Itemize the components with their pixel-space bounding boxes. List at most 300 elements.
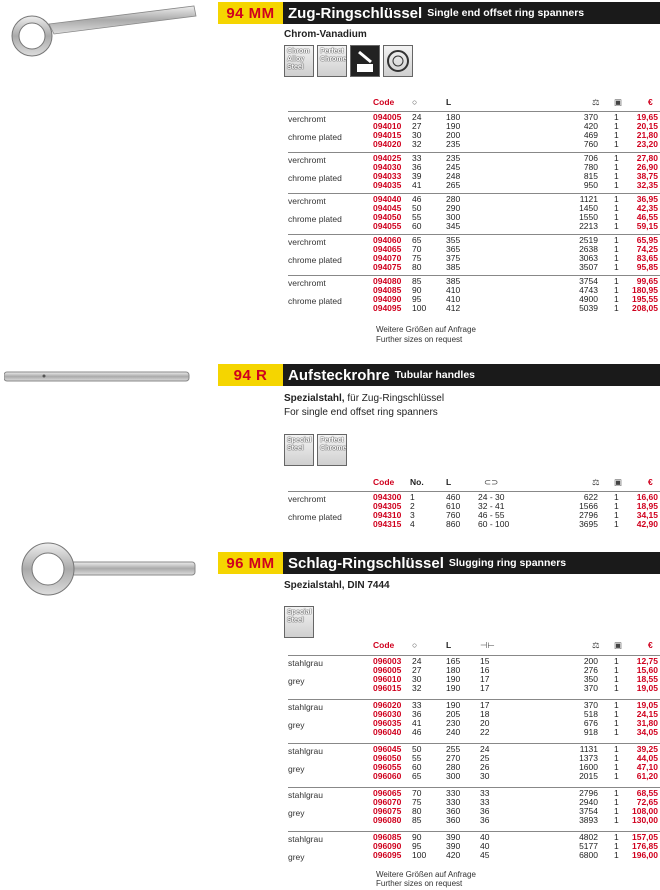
finish-label-de: verchromt <box>288 237 326 247</box>
cell-size: 55 <box>412 212 422 222</box>
cell-head-width: 20 <box>480 718 490 728</box>
cell-length: 290 <box>446 203 461 213</box>
cell-qty: 1 <box>614 709 619 719</box>
cell-weight: 2796 <box>579 510 598 520</box>
cell-qty: 1 <box>614 121 619 131</box>
col-price: € <box>648 640 653 650</box>
cell-head-width: 25 <box>480 753 490 763</box>
finish-label-en: grey <box>288 720 305 730</box>
table-94mm <box>288 97 660 312</box>
cell-weight: 918 <box>583 727 598 737</box>
finish-label-de: verchromt <box>288 155 326 165</box>
table-row <box>288 204 660 213</box>
cell-size: 75 <box>412 253 422 263</box>
cell-head-width: 24 <box>480 744 490 754</box>
cell-code: 096020 <box>373 700 402 710</box>
cell-size: 32 <box>412 139 422 149</box>
finish-label-en: chrome plated <box>288 173 342 183</box>
cell-length: 385 <box>446 276 461 286</box>
cell-qty: 1 <box>614 501 619 511</box>
note-de: Weitere Größen auf Anfrage <box>376 325 476 334</box>
cell-price: 47,10 <box>636 762 658 772</box>
offset-ring-spanner-image <box>4 2 204 62</box>
table-row <box>288 181 660 190</box>
cell-qty: 1 <box>614 162 619 172</box>
cell-weight: 276 <box>583 665 598 675</box>
perfect-chrome-badge: Perfect Chrome <box>317 434 347 466</box>
note-en: Further sizes on request <box>376 879 463 888</box>
cell-code: 094020 <box>373 139 402 149</box>
cell-code: 094015 <box>373 130 402 140</box>
finish-label-de: stahlgrau <box>288 746 323 756</box>
table-row <box>288 277 660 286</box>
special-steel-badge: Special Steel <box>284 606 314 638</box>
cell-code: 094070 <box>373 253 402 263</box>
cell-weight: 780 <box>583 162 598 172</box>
table-group <box>288 831 660 870</box>
cell-size: 55 <box>412 753 422 763</box>
cell-length: 360 <box>446 806 461 816</box>
note-de: Weitere Größen auf Anfrage <box>376 870 476 879</box>
cell-weight: 420 <box>583 121 598 131</box>
table-row <box>288 851 660 860</box>
col-length: L <box>446 97 452 107</box>
cell-qty: 1 <box>614 235 619 245</box>
cell-size: 95 <box>412 294 422 304</box>
cell-size: 80 <box>412 806 422 816</box>
cell-qty: 1 <box>614 244 619 254</box>
cell-head-width: 33 <box>480 788 490 798</box>
cell-price: 16,60 <box>636 492 658 502</box>
cell-weight: 1566 <box>579 501 598 511</box>
cell-code: 096095 <box>373 850 402 860</box>
col-code: Code <box>373 97 395 107</box>
col-length: L <box>446 640 452 650</box>
table-row <box>288 520 660 529</box>
cell-size: 41 <box>412 718 422 728</box>
cell-price: 34,05 <box>636 727 658 737</box>
table-row <box>288 745 660 754</box>
cell-qty: 1 <box>614 130 619 140</box>
cell-length: 230 <box>446 718 461 728</box>
cell-length: 390 <box>446 832 461 842</box>
cell-price: 68,55 <box>636 788 658 798</box>
cell-price: 21,80 <box>636 130 658 140</box>
cell-weight: 622 <box>583 492 598 502</box>
cell-length: 200 <box>446 130 461 140</box>
cell-code: 096030 <box>373 709 402 719</box>
cell-weight: 950 <box>583 180 598 190</box>
cell-price: 195,55 <box>632 294 658 304</box>
cell-length: 390 <box>446 841 461 851</box>
table-header <box>288 477 660 487</box>
table-row <box>288 172 660 181</box>
title-de: Aufsteckrohre <box>288 366 390 384</box>
cell-code: 096060 <box>373 771 402 781</box>
cell-code: 094080 <box>373 276 402 286</box>
cell-qty: 1 <box>614 212 619 222</box>
cell-length: 760 <box>446 510 461 520</box>
table-row <box>288 286 660 295</box>
table-row <box>288 295 660 304</box>
cell-qty: 1 <box>614 815 619 825</box>
cell-price: 46,55 <box>636 212 658 222</box>
cell-code: 094025 <box>373 153 402 163</box>
subtitle-b: For single end offset ring spanners <box>284 407 438 418</box>
cell-code: 096090 <box>373 841 402 851</box>
finish-label-de: stahlgrau <box>288 790 323 800</box>
cell-head-width: 33 <box>480 797 490 807</box>
offset-icon <box>350 45 380 77</box>
cell-size: 46 <box>412 727 422 737</box>
cell-size: 85 <box>412 815 422 825</box>
finish-label-en: chrome plated <box>288 296 342 306</box>
cell-head-width: 45 <box>480 850 490 860</box>
cell-length: 375 <box>446 253 461 263</box>
cell-length: 385 <box>446 262 461 272</box>
cell-code: 096010 <box>373 674 402 684</box>
cell-weight: 370 <box>583 700 598 710</box>
cell-code: 094045 <box>373 203 402 213</box>
cell-price: 19,05 <box>636 700 658 710</box>
finish-label-de: stahlgrau <box>288 658 323 668</box>
cell-qty: 1 <box>614 753 619 763</box>
cell-size: 95 <box>412 841 422 851</box>
package-icon: ▣ <box>614 477 623 487</box>
cell-size: 70 <box>412 244 422 254</box>
cell-code: 094310 <box>373 510 402 520</box>
cell-head-width: 30 <box>480 771 490 781</box>
cell-weight: 1550 <box>579 212 598 222</box>
cell-size: 27 <box>412 665 422 675</box>
cell-size: 90 <box>412 832 422 842</box>
cell-qty: 1 <box>614 771 619 781</box>
badges <box>284 45 416 77</box>
cell-code: 096040 <box>373 727 402 737</box>
cell-no: 3 <box>410 510 415 520</box>
subtitle: Chrom-Vanadium <box>284 29 367 40</box>
cell-qty: 1 <box>614 492 619 502</box>
cell-size: 24 <box>412 112 422 122</box>
table-group <box>288 111 660 148</box>
cell-price: 59,15 <box>636 221 658 231</box>
cell-price: 26,90 <box>636 162 658 172</box>
cell-range: 60 - 100 <box>478 519 510 529</box>
cell-price: 31,80 <box>636 718 658 728</box>
cell-size: 85 <box>412 276 422 286</box>
cell-size: 100 <box>412 850 427 860</box>
cell-price: 12,75 <box>636 656 658 666</box>
tubular-handle-image <box>4 370 194 389</box>
cell-length: 190 <box>446 121 461 131</box>
cell-qty: 1 <box>614 841 619 851</box>
table-row <box>288 807 660 816</box>
cell-head-width: 16 <box>480 665 490 675</box>
cell-length: 165 <box>446 656 461 666</box>
cell-price: 83,65 <box>636 253 658 263</box>
cell-qty: 1 <box>614 700 619 710</box>
cell-weight: 518 <box>583 709 598 719</box>
cell-weight: 5177 <box>579 841 598 851</box>
finish-label-en: chrome plated <box>288 255 342 265</box>
table-row <box>288 304 660 313</box>
table-row <box>288 816 660 825</box>
cell-weight: 4743 <box>579 285 598 295</box>
table-row <box>288 763 660 772</box>
package-icon: ▣ <box>614 640 623 650</box>
cell-size: 70 <box>412 788 422 798</box>
cell-code: 094050 <box>373 212 402 222</box>
cell-qty: 1 <box>614 253 619 263</box>
table-group <box>288 193 660 230</box>
product-code: 96 MM <box>218 552 283 574</box>
cell-head-width: 17 <box>480 674 490 684</box>
cell-price: 27,80 <box>636 153 658 163</box>
cell-length: 248 <box>446 171 461 181</box>
cell-qty: 1 <box>614 153 619 163</box>
cell-length: 345 <box>446 221 461 231</box>
finish-label-de: stahlgrau <box>288 702 323 712</box>
finish-label-de: verchromt <box>288 196 326 206</box>
cell-length: 412 <box>446 303 461 313</box>
table-group <box>288 699 660 738</box>
table-row <box>288 657 660 666</box>
col-price: € <box>648 97 653 107</box>
cell-length: 190 <box>446 674 461 684</box>
cell-weight: 3695 <box>579 519 598 529</box>
cell-weight: 1131 <box>579 744 598 754</box>
cell-range: 46 - 55 <box>478 510 505 520</box>
cell-size: 41 <box>412 180 422 190</box>
cell-size: 65 <box>412 771 422 781</box>
col-length: L <box>446 477 452 487</box>
cell-qty: 1 <box>614 674 619 684</box>
cell-qty: 1 <box>614 221 619 231</box>
cell-size: 30 <box>412 674 422 684</box>
cell-length: 460 <box>446 492 461 502</box>
cell-head-width: 40 <box>480 832 490 842</box>
cell-price: 44,05 <box>636 753 658 763</box>
table-group <box>288 743 660 782</box>
cell-price: 42,35 <box>636 203 658 213</box>
finish-label-de: verchromt <box>288 114 326 124</box>
cell-code: 094075 <box>373 262 402 272</box>
cell-head-width: 36 <box>480 815 490 825</box>
cell-qty: 1 <box>614 294 619 304</box>
title-de: Schlag-Ringschlüssel <box>288 554 444 572</box>
table-header <box>288 97 660 107</box>
cell-qty: 1 <box>614 832 619 842</box>
cell-weight: 1450 <box>579 203 598 213</box>
cell-length: 300 <box>446 771 461 781</box>
cell-length: 280 <box>446 194 461 204</box>
title-en: Single end offset ring spanners <box>427 7 585 19</box>
ring-profile-icon <box>383 45 413 77</box>
cell-weight: 3893 <box>579 815 598 825</box>
section-header-94r <box>218 364 660 386</box>
table-row <box>288 833 660 842</box>
cell-length: 610 <box>446 501 461 511</box>
cell-price: 72,65 <box>636 797 658 807</box>
cell-size: 75 <box>412 797 422 807</box>
cell-price: 34,15 <box>636 510 658 520</box>
cell-head-width: 17 <box>480 700 490 710</box>
cell-length: 245 <box>446 162 461 172</box>
cell-size: 39 <box>412 171 422 181</box>
cell-qty: 1 <box>614 656 619 666</box>
cell-price: 176,85 <box>632 841 658 851</box>
cell-weight: 3754 <box>579 806 598 816</box>
cell-price: 208,05 <box>632 303 658 313</box>
cell-size: 33 <box>412 153 422 163</box>
col-price: € <box>648 477 653 487</box>
cell-code: 094085 <box>373 285 402 295</box>
subtitle: Spezialstahl, DIN 7444 <box>284 580 390 591</box>
table-header <box>288 640 660 650</box>
cell-code: 096070 <box>373 797 402 807</box>
table-row <box>288 236 660 245</box>
table-row <box>288 213 660 222</box>
cell-qty: 1 <box>614 276 619 286</box>
cell-qty: 1 <box>614 180 619 190</box>
cell-price: 18,95 <box>636 501 658 511</box>
cell-size: 100 <box>412 303 427 313</box>
size-range-icon: ⊂⊃ <box>484 477 499 487</box>
cell-head-width: 17 <box>480 683 490 693</box>
cell-code: 094090 <box>373 294 402 304</box>
table-row <box>288 684 660 693</box>
cell-weight: 2519 <box>579 235 598 245</box>
cell-price: 36,95 <box>636 194 658 204</box>
cell-price: 15,60 <box>636 665 658 675</box>
cell-code: 094315 <box>373 519 402 529</box>
cell-code: 094300 <box>373 492 402 502</box>
table-row <box>288 511 660 520</box>
cell-qty: 1 <box>614 510 619 520</box>
table-group <box>288 234 660 271</box>
cell-code: 094010 <box>373 121 402 131</box>
cell-weight: 706 <box>583 153 598 163</box>
cell-code: 094040 <box>373 194 402 204</box>
slugging-ring-spanner-image <box>18 540 198 605</box>
cell-price: 38,75 <box>636 171 658 181</box>
table-row <box>288 163 660 172</box>
cell-length: 360 <box>446 815 461 825</box>
cell-code: 094065 <box>373 244 402 254</box>
table-row <box>288 666 660 675</box>
cell-size: 24 <box>412 656 422 666</box>
cell-size: 30 <box>412 130 422 140</box>
cell-price: 95,85 <box>636 262 658 272</box>
cell-head-width: 22 <box>480 727 490 737</box>
cell-length: 255 <box>446 744 461 754</box>
table-row <box>288 131 660 140</box>
cell-price: 180,95 <box>632 285 658 295</box>
cell-weight: 200 <box>583 656 598 666</box>
cell-length: 330 <box>446 788 461 798</box>
table-row <box>288 719 660 728</box>
table-group <box>288 275 660 312</box>
table-94r <box>288 477 660 530</box>
cell-length: 180 <box>446 112 461 122</box>
cell-qty: 1 <box>614 797 619 807</box>
cell-code: 096080 <box>373 815 402 825</box>
cell-length: 860 <box>446 519 461 529</box>
cell-code: 096045 <box>373 744 402 754</box>
table-row <box>288 113 660 122</box>
cell-length: 300 <box>446 212 461 222</box>
cell-weight: 370 <box>583 683 598 693</box>
table-group <box>288 787 660 826</box>
cell-qty: 1 <box>614 806 619 816</box>
size-icon: ○ <box>412 640 418 650</box>
cell-length: 205 <box>446 709 461 719</box>
cell-qty: 1 <box>614 171 619 181</box>
cell-weight: 1121 <box>579 194 598 204</box>
cell-head-width: 26 <box>480 762 490 772</box>
cell-no: 2 <box>410 501 415 511</box>
cell-qty: 1 <box>614 665 619 675</box>
cell-size: 32 <box>412 683 422 693</box>
col-code: Code <box>373 640 395 650</box>
table-row <box>288 140 660 149</box>
subtitle-a: Spezialstahl, für Zug-Ringschlüssel <box>284 393 445 404</box>
cell-qty: 1 <box>614 727 619 737</box>
cell-no: 4 <box>410 519 415 529</box>
finish-label-en: grey <box>288 676 305 686</box>
weight-icon: ⚖ <box>592 640 600 650</box>
cell-length: 265 <box>446 180 461 190</box>
finish-label-de: stahlgrau <box>288 834 323 844</box>
cell-weight: 1600 <box>579 762 598 772</box>
cell-length: 280 <box>446 762 461 772</box>
cell-price: 19,05 <box>636 683 658 693</box>
cell-length: 270 <box>446 753 461 763</box>
cell-price: 99,65 <box>636 276 658 286</box>
table-row <box>288 675 660 684</box>
cell-code: 094095 <box>373 303 402 313</box>
finish-label-en: chrome plated <box>288 132 342 142</box>
cell-weight: 2940 <box>579 797 598 807</box>
weight-icon: ⚖ <box>592 477 600 487</box>
perfect-chrome-badge: Perfect Chrome <box>317 45 347 77</box>
cell-length: 410 <box>446 294 461 304</box>
chrome-alloy-steel-badge: Chrom Alloy Steel <box>284 45 314 77</box>
cell-head-width: 18 <box>480 709 490 719</box>
note-en: Further sizes on request <box>376 335 463 344</box>
finish-label-en: grey <box>288 808 305 818</box>
cell-price: 74,25 <box>636 244 658 254</box>
cell-code: 096015 <box>373 683 402 693</box>
col-no: No. <box>410 477 424 487</box>
table-row <box>288 710 660 719</box>
cell-weight: 5039 <box>579 303 598 313</box>
cell-length: 180 <box>446 665 461 675</box>
table-row <box>288 493 660 502</box>
cell-size: 46 <box>412 194 422 204</box>
cell-weight: 1373 <box>579 753 598 763</box>
cell-code: 096035 <box>373 718 402 728</box>
finish-label-en: chrome plated <box>288 214 342 224</box>
cell-price: 65,95 <box>636 235 658 245</box>
cell-length: 190 <box>446 683 461 693</box>
cell-price: 19,65 <box>636 112 658 122</box>
cell-code: 094060 <box>373 235 402 245</box>
table-row <box>288 263 660 272</box>
cell-qty: 1 <box>614 194 619 204</box>
table-row <box>288 772 660 781</box>
cell-qty: 1 <box>614 718 619 728</box>
